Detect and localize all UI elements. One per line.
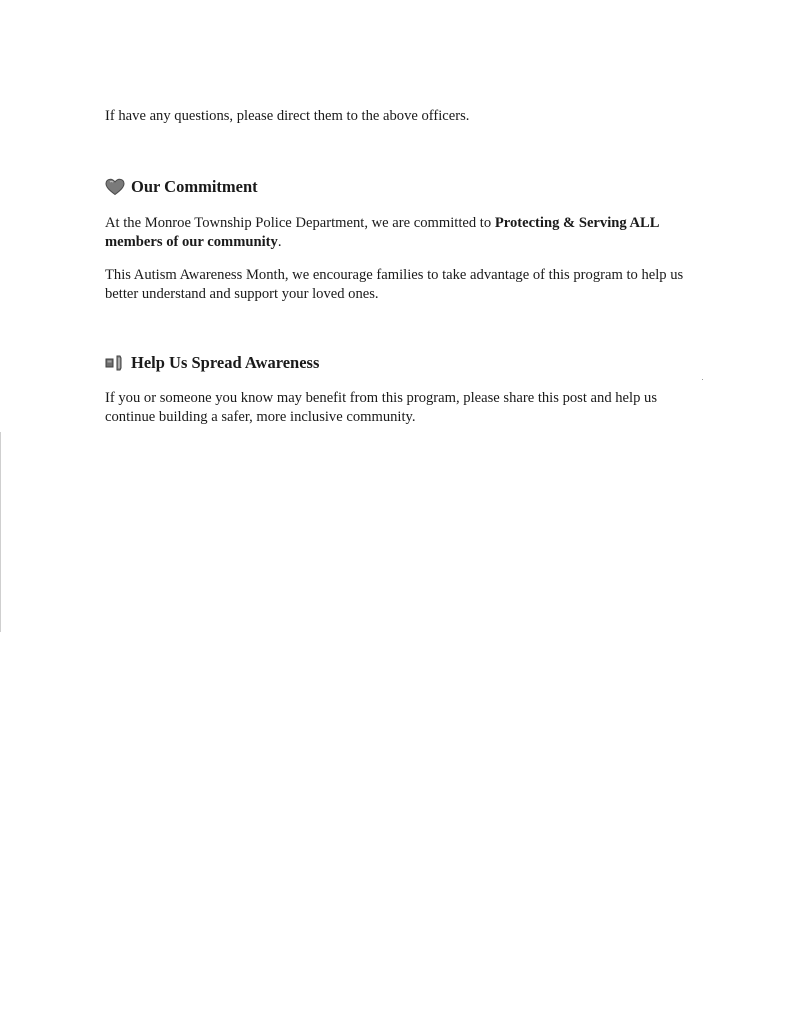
megaphone-icon xyxy=(105,354,125,372)
scan-speck xyxy=(702,379,703,380)
commitment-paragraph-1 xyxy=(105,214,695,252)
heart-icon xyxy=(105,178,125,196)
commitment-title: Our Commitment xyxy=(131,177,258,196)
commitment-text-prefix: At the Monroe Township Police Department, we are committed to xyxy=(105,215,495,231)
commitment-text-suffix: . xyxy=(277,234,282,250)
commitment-heading xyxy=(105,177,258,197)
scan-edge-mark xyxy=(0,432,1,632)
spread-title: Help Us Spread Awareness xyxy=(131,353,320,372)
spread-paragraph: If you or someone you know may benefit from this program, please share this post and help us continue building a safer, more inclusive community. xyxy=(105,390,658,425)
intro-text: If have any questions, please direct them to the above officers. xyxy=(105,108,470,124)
commitment-emphasis: Protecting & Serving ALL members of our community xyxy=(105,215,659,250)
spread-heading xyxy=(105,353,319,373)
commitment-paragraph-2: This Autism Awareness Month, we encourage families to take advantage of this program to help us better understand and support your loved ones. xyxy=(105,267,684,302)
